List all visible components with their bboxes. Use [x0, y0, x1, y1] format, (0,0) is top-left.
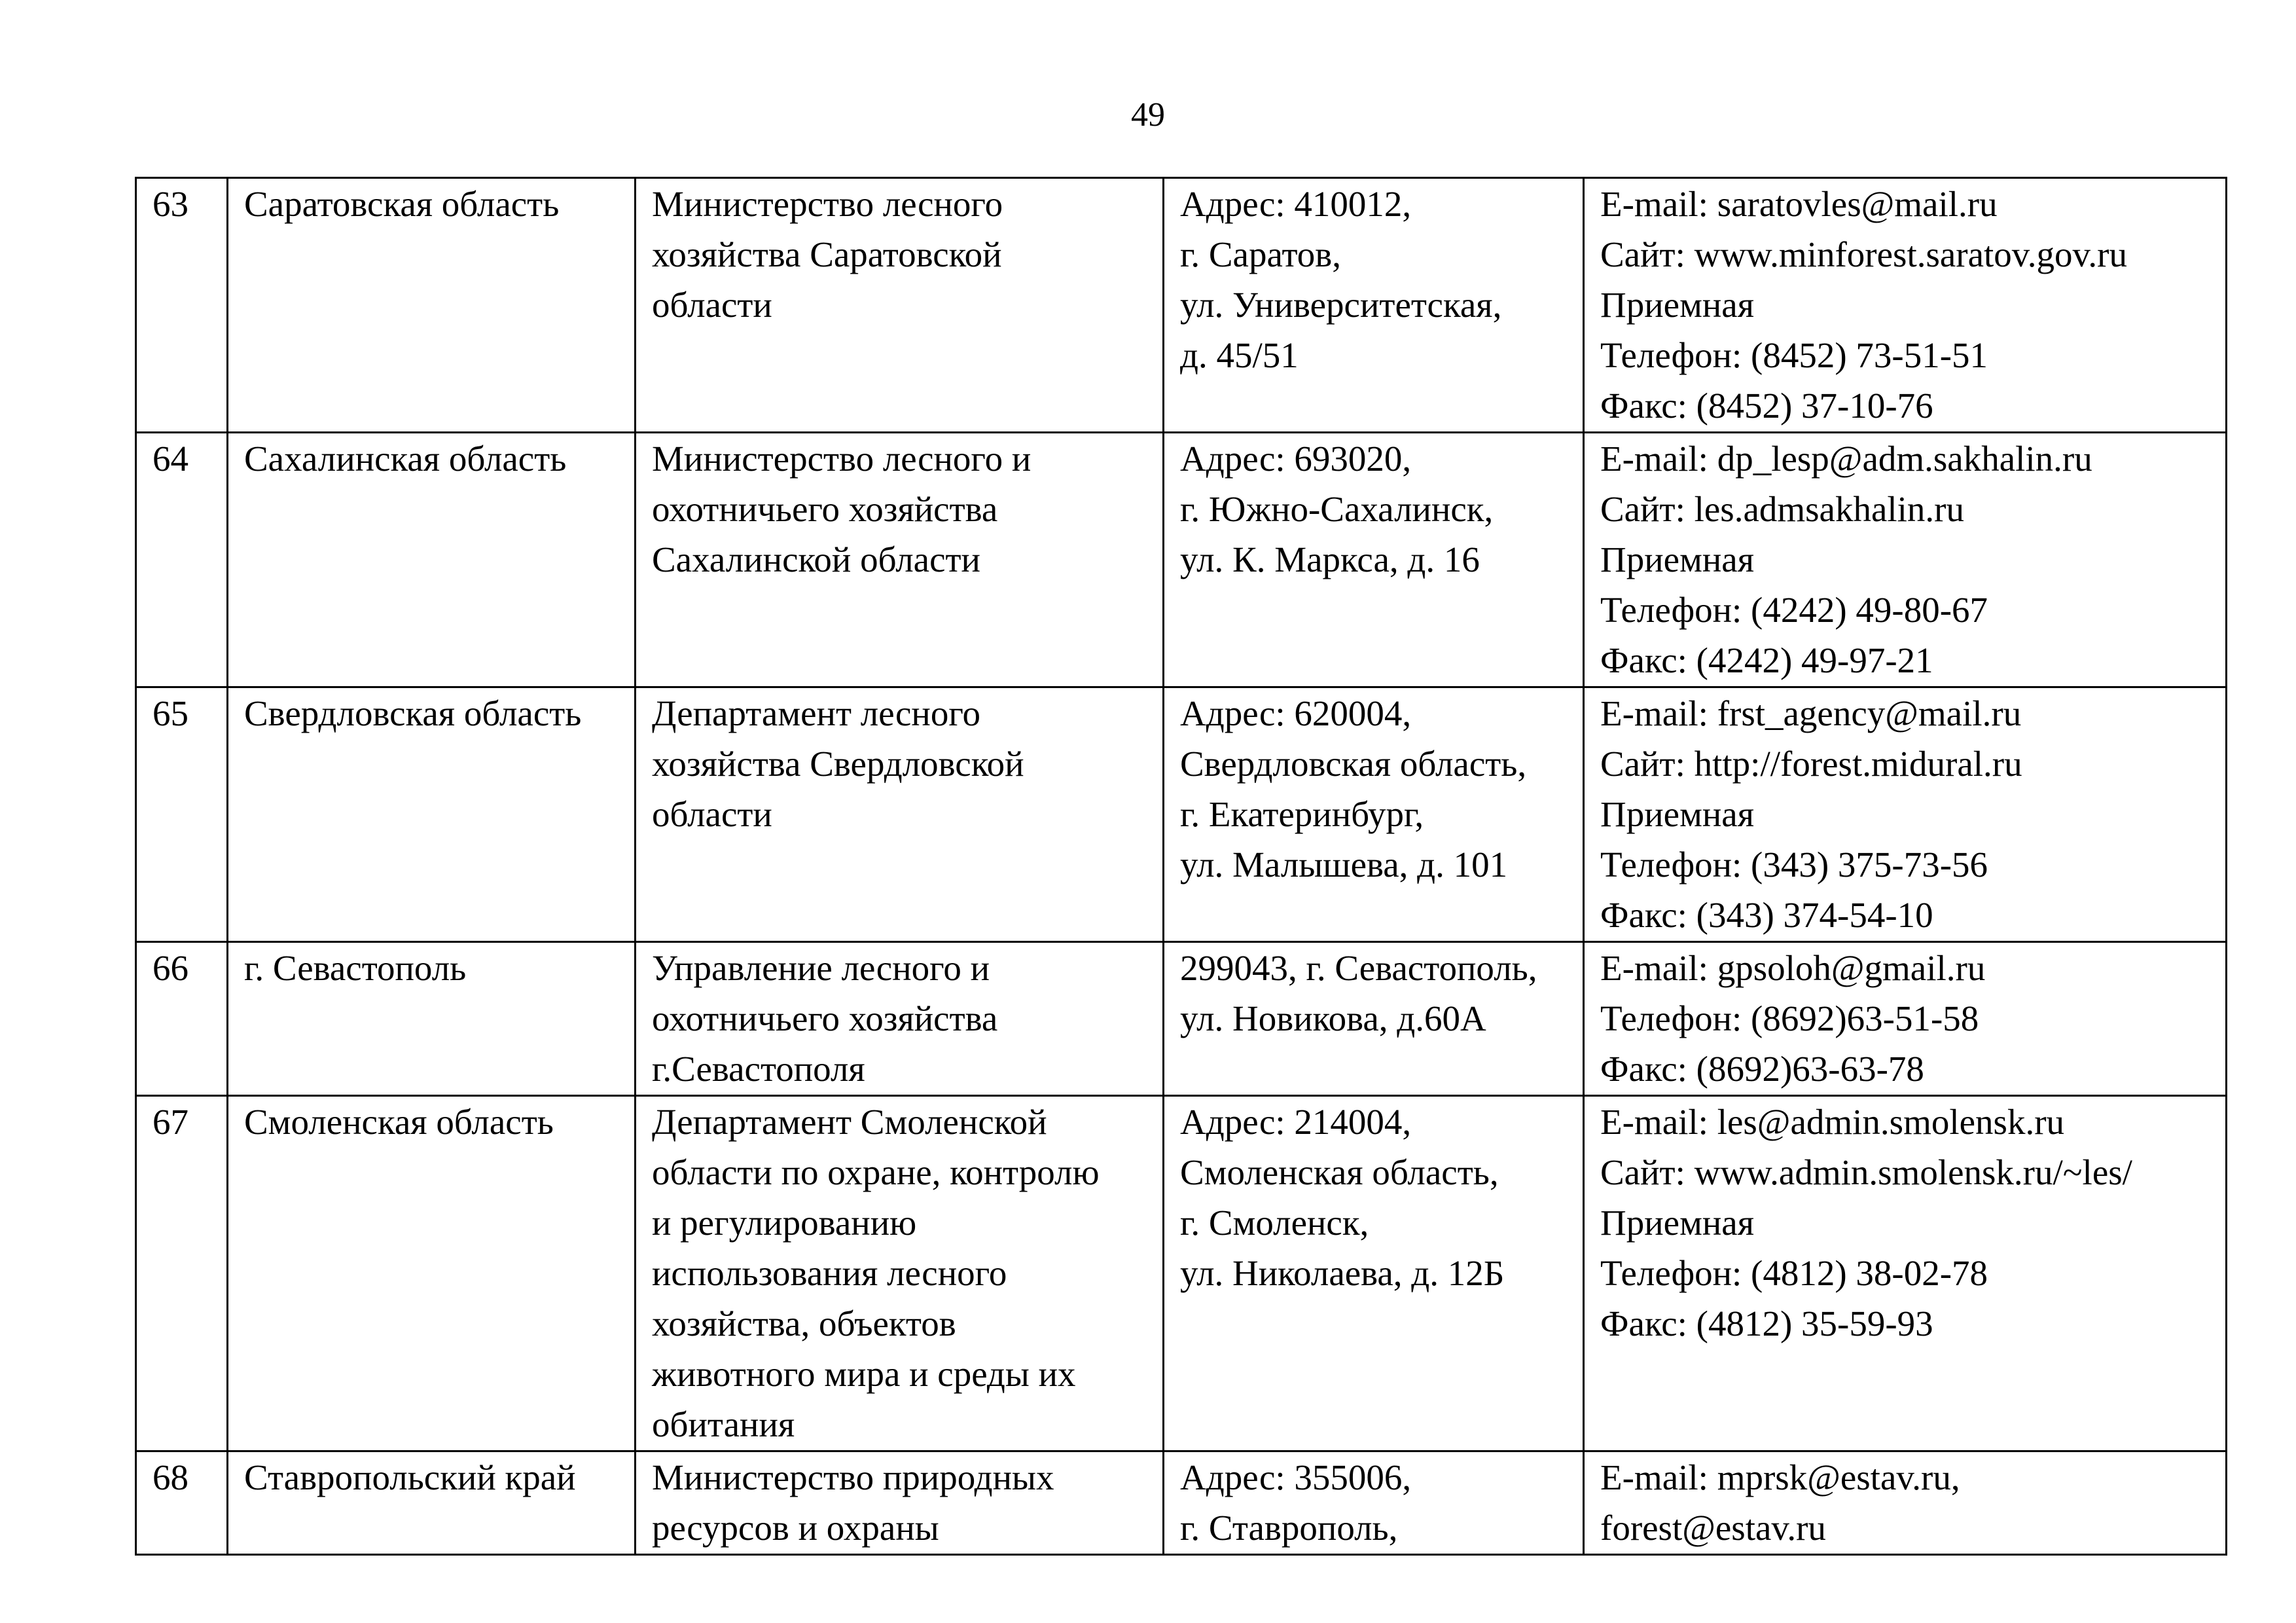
organization-line: области	[652, 285, 772, 325]
region-name: Сахалинская область	[244, 439, 567, 479]
organization-line: ресурсов и охраны	[652, 1508, 939, 1548]
organization-line: области по охране, контролю	[652, 1152, 1100, 1192]
organization-line: Сахалинской области	[652, 539, 980, 579]
region-cell	[228, 942, 636, 1096]
address-cell	[1164, 1096, 1584, 1451]
table-row	[136, 1451, 2227, 1555]
organization-line: Министерство лесного и	[652, 439, 1031, 479]
contact-line: Факс: (8692)63-63-78	[1600, 1049, 1924, 1089]
organization-line: охотничьего хозяйства	[652, 489, 998, 529]
address-cell	[1164, 178, 1584, 433]
contact-line: Факс: (4812) 35-59-93	[1600, 1304, 1933, 1343]
table-row	[136, 178, 2227, 433]
contact-line: E-mail: dp_lesp@adm.sakhalin.ru	[1600, 439, 2092, 479]
region-cell	[228, 1451, 636, 1555]
row-number: 65	[152, 693, 188, 733]
contact-line: Телефон: (4242) 49-80-67	[1600, 590, 1988, 630]
row-number: 64	[152, 439, 188, 479]
contacts-cell	[1584, 942, 2227, 1096]
organization-line: области	[652, 794, 772, 834]
contact-line: Сайт: www.admin.smolensk.ru/~les/	[1600, 1152, 2132, 1192]
address-line: Адрес: 214004,	[1180, 1102, 1412, 1142]
address-line: г. Ставрополь,	[1180, 1508, 1398, 1548]
address-cell	[1164, 1451, 1584, 1555]
forestry-authorities-table	[135, 177, 2227, 1556]
contacts-cell	[1584, 1096, 2227, 1451]
contact-line: E-mail: frst_agency@mail.ru	[1600, 693, 2022, 733]
organization-line: г.Севастополя	[652, 1049, 865, 1089]
contacts-cell	[1584, 1451, 2227, 1555]
address-line: Адрес: 620004,	[1180, 693, 1412, 733]
region-name: г. Севастополь	[244, 948, 467, 988]
address-line: ул. Университетская,	[1180, 285, 1502, 325]
organization-cell	[636, 1096, 1164, 1451]
organization-cell	[636, 1451, 1164, 1555]
page-number: 49	[1131, 96, 1165, 134]
contact-line: Телефон: (8692)63-51-58	[1600, 998, 1979, 1038]
organization-cell	[636, 178, 1164, 433]
address-line: Свердловская область,	[1180, 744, 1527, 784]
region-cell	[228, 178, 636, 433]
region-cell	[228, 1096, 636, 1451]
contacts-cell	[1584, 687, 2227, 942]
organization-line: Министерство лесного	[652, 184, 1003, 224]
contact-line: E-mail: les@admin.smolensk.ru	[1600, 1102, 2065, 1142]
row-number: 68	[152, 1457, 188, 1497]
organization-line: охотничьего хозяйства	[652, 998, 998, 1038]
region-name: Ставропольский край	[244, 1457, 576, 1497]
contact-line: Факс: (4242) 49-97-21	[1600, 640, 1933, 680]
organization-line: обитания	[652, 1404, 795, 1444]
contact-line: Сайт: www.minforest.saratov.gov.ru	[1600, 234, 2127, 274]
contacts-cell	[1584, 178, 2227, 433]
organization-line: хозяйства Свердловской	[652, 744, 1024, 784]
contact-line: Факс: (343) 374-54-10	[1600, 895, 1933, 935]
address-line: г. Саратов,	[1180, 234, 1341, 274]
address-line: Смоленская область,	[1180, 1152, 1499, 1192]
contacts-cell	[1584, 433, 2227, 687]
address-line: г. Смоленск,	[1180, 1203, 1369, 1243]
region-name: Саратовская область	[244, 184, 560, 224]
address-line: Адрес: 693020,	[1180, 439, 1412, 479]
contact-line: E-mail: mprsk@estav.ru,	[1600, 1457, 1960, 1497]
organization-line: Департамент лесного	[652, 693, 981, 733]
address-cell	[1164, 687, 1584, 942]
organization-line: хозяйства, объектов	[652, 1304, 956, 1343]
organization-line: Управление лесного и	[652, 948, 990, 988]
organization-line: и регулированию	[652, 1203, 917, 1243]
organization-line: использования лесного	[652, 1253, 1007, 1293]
address-line: ул. Малышева, д. 101	[1180, 845, 1508, 884]
row-number-cell	[136, 942, 228, 1096]
address-line: Адрес: 410012,	[1180, 184, 1412, 224]
organization-line: животного мира и среды их	[652, 1354, 1076, 1394]
contact-line: E-mail: saratovles@mail.ru	[1600, 184, 1998, 224]
address-line: ул. Николаева, д. 12Б	[1180, 1253, 1505, 1293]
organization-cell	[636, 942, 1164, 1096]
row-number-cell	[136, 1451, 228, 1555]
row-number-cell	[136, 433, 228, 687]
region-name: Смоленская область	[244, 1102, 554, 1142]
contact-line: Факс: (8452) 37-10-76	[1600, 386, 1933, 426]
table-row	[136, 942, 2227, 1096]
organization-line: Департамент Смоленской	[652, 1102, 1047, 1142]
contact-line: Телефон: (4812) 38-02-78	[1600, 1253, 1988, 1293]
region-cell	[228, 433, 636, 687]
row-number: 66	[152, 948, 188, 988]
organization-cell	[636, 687, 1164, 942]
address-cell	[1164, 942, 1584, 1096]
table-row	[136, 433, 2227, 687]
address-line: ул. К. Маркса, д. 16	[1180, 539, 1480, 579]
table-row	[136, 687, 2227, 942]
contact-line: Приемная	[1600, 285, 1755, 325]
address-line: 299043, г. Севастополь,	[1180, 948, 1537, 988]
table-body	[136, 178, 2227, 1555]
contact-line: Сайт: les.admsakhalin.ru	[1600, 489, 1964, 529]
contact-line: Сайт: http://forest.midural.ru	[1600, 744, 2022, 784]
row-number-cell	[136, 687, 228, 942]
contact-line: Приемная	[1600, 794, 1755, 834]
table-row	[136, 1096, 2227, 1451]
organization-cell	[636, 433, 1164, 687]
organization-line: Министерство природных	[652, 1457, 1054, 1497]
organization-line: хозяйства Саратовской	[652, 234, 1002, 274]
contact-line: Телефон: (8452) 73-51-51	[1600, 335, 1988, 375]
address-line: Адрес: 355006,	[1180, 1457, 1412, 1497]
contact-line: E-mail: gpsoloh@gmail.ru	[1600, 948, 1986, 988]
contact-line: Телефон: (343) 375-73-56	[1600, 845, 1988, 884]
contact-line: Приемная	[1600, 1203, 1755, 1243]
contact-line: Приемная	[1600, 539, 1755, 579]
row-number: 67	[152, 1102, 188, 1142]
address-line: ул. Новикова, д.60А	[1180, 998, 1486, 1038]
region-name: Свердловская область	[244, 693, 582, 733]
row-number-cell	[136, 178, 228, 433]
contact-line: forest@estav.ru	[1600, 1508, 1826, 1548]
row-number-cell	[136, 1096, 228, 1451]
address-line: г. Екатеринбург,	[1180, 794, 1424, 834]
address-line: д. 45/51	[1180, 335, 1299, 375]
row-number: 63	[152, 184, 188, 224]
address-cell	[1164, 433, 1584, 687]
address-line: г. Южно-Сахалинск,	[1180, 489, 1494, 529]
region-cell	[228, 687, 636, 942]
